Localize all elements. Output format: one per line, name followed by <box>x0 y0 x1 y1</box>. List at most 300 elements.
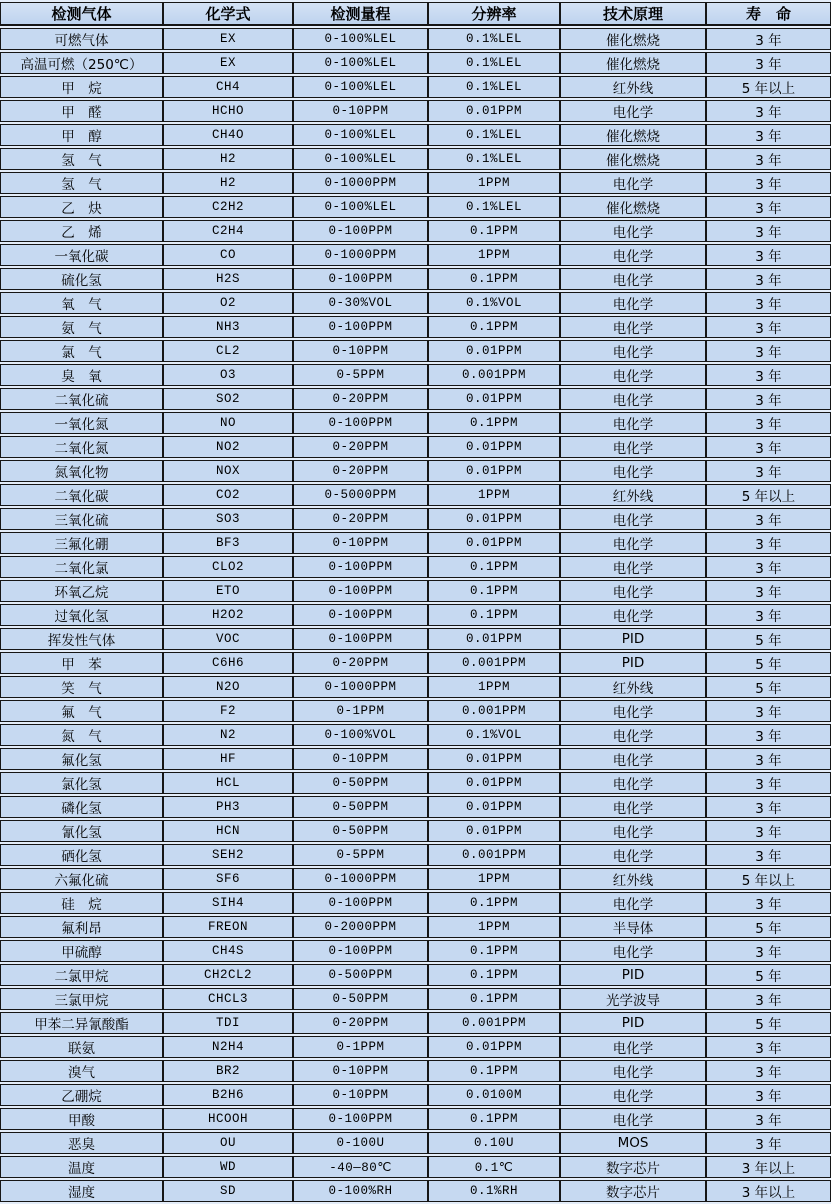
cell-resolution: 0.1%LEL <box>428 28 560 50</box>
cell-detection-range: 0-100%LEL <box>293 52 428 74</box>
cell-gas-name: 二氧化硫 <box>0 388 163 410</box>
cell-resolution: 0.1%LEL <box>428 148 560 170</box>
cell-technology-principle: 电化学 <box>560 940 706 962</box>
cell-technology-principle: 电化学 <box>560 700 706 722</box>
cell-lifespan: 3 年 <box>706 148 831 170</box>
cell-chemical-formula: CH4 <box>163 76 293 98</box>
cell-resolution: 0.001PPM <box>428 844 560 866</box>
cell-lifespan: 3 年 <box>706 1108 831 1130</box>
cell-technology-principle: 电化学 <box>560 796 706 818</box>
cell-chemical-formula: H2O2 <box>163 604 293 626</box>
cell-chemical-formula: SO3 <box>163 508 293 530</box>
cell-chemical-formula: CO <box>163 244 293 266</box>
table-row <box>0 1156 831 1178</box>
cell-gas-name: 三氧化硫 <box>0 508 163 530</box>
cell-chemical-formula: HCL <box>163 772 293 794</box>
cell-resolution: 0.1PPM <box>428 220 560 242</box>
cell-lifespan: 5 年以上 <box>706 868 831 890</box>
cell-chemical-formula: CO2 <box>163 484 293 506</box>
table-row <box>0 700 831 722</box>
cell-technology-principle: PID <box>560 652 706 674</box>
table-row <box>0 436 831 458</box>
cell-detection-range: 0-100PPM <box>293 556 428 578</box>
cell-lifespan: 3 年 <box>706 52 831 74</box>
cell-detection-range: 0-50PPM <box>293 796 428 818</box>
cell-detection-range: 0-50PPM <box>293 772 428 794</box>
table-row <box>0 340 831 362</box>
cell-technology-principle: 电化学 <box>560 364 706 386</box>
cell-lifespan: 3 年 <box>706 124 831 146</box>
cell-technology-principle: 红外线 <box>560 868 706 890</box>
cell-detection-range: 0-1000PPM <box>293 172 428 194</box>
cell-lifespan: 3 年 <box>706 748 831 770</box>
cell-chemical-formula: HCOOH <box>163 1108 293 1130</box>
cell-gas-name: 硅 烷 <box>0 892 163 914</box>
cell-detection-range: 0-20PPM <box>293 652 428 674</box>
cell-detection-range: 0-1PPM <box>293 1036 428 1058</box>
cell-chemical-formula: NO <box>163 412 293 434</box>
cell-lifespan: 3 年 <box>706 292 831 314</box>
cell-resolution: 0.1PPM <box>428 1108 560 1130</box>
cell-detection-range: 0-100PPM <box>293 316 428 338</box>
cell-lifespan: 5 年以上 <box>706 484 831 506</box>
cell-lifespan: 3 年 <box>706 436 831 458</box>
cell-detection-range: 0-5000PPM <box>293 484 428 506</box>
cell-resolution: 0.1PPM <box>428 556 560 578</box>
cell-detection-range: 0-100%LEL <box>293 148 428 170</box>
table-row <box>0 916 831 938</box>
table-row <box>0 460 831 482</box>
table-row <box>0 532 831 554</box>
cell-chemical-formula: PH3 <box>163 796 293 818</box>
cell-technology-principle: 电化学 <box>560 532 706 554</box>
cell-lifespan: 3 年 <box>706 316 831 338</box>
cell-lifespan: 5 年 <box>706 1012 831 1034</box>
cell-gas-name: 联氨 <box>0 1036 163 1058</box>
cell-resolution: 0.1PPM <box>428 964 560 986</box>
cell-technology-principle: 电化学 <box>560 412 706 434</box>
cell-detection-range: 0-10PPM <box>293 100 428 122</box>
cell-detection-range: 0-100PPM <box>293 1108 428 1130</box>
cell-resolution: 0.1PPM <box>428 988 560 1010</box>
cell-lifespan: 3 年 <box>706 1132 831 1154</box>
cell-chemical-formula: NH3 <box>163 316 293 338</box>
cell-chemical-formula: C6H6 <box>163 652 293 674</box>
cell-lifespan: 3 年 <box>706 700 831 722</box>
cell-gas-name: 二氯甲烷 <box>0 964 163 986</box>
cell-lifespan: 5 年 <box>706 964 831 986</box>
cell-gas-name: 三氯甲烷 <box>0 988 163 1010</box>
cell-gas-name: 乙硼烷 <box>0 1084 163 1106</box>
table-row <box>0 892 831 914</box>
cell-technology-principle: 电化学 <box>560 844 706 866</box>
cell-technology-principle: 电化学 <box>560 172 706 194</box>
cell-gas-name: 氧 气 <box>0 292 163 314</box>
cell-detection-range: 0-100U <box>293 1132 428 1154</box>
cell-lifespan: 3 年 <box>706 796 831 818</box>
table-row <box>0 628 831 650</box>
cell-technology-principle: 电化学 <box>560 388 706 410</box>
cell-gas-name: 六氟化硫 <box>0 868 163 890</box>
table-row <box>0 652 831 674</box>
cell-chemical-formula: N2 <box>163 724 293 746</box>
cell-detection-range: 0-100PPM <box>293 220 428 242</box>
cell-gas-name: 可燃气体 <box>0 28 163 50</box>
cell-technology-principle: 电化学 <box>560 436 706 458</box>
cell-gas-name: 氟 气 <box>0 700 163 722</box>
cell-technology-principle: PID <box>560 1012 706 1034</box>
cell-technology-principle: 光学波导 <box>560 988 706 1010</box>
cell-lifespan: 5 年 <box>706 652 831 674</box>
cell-gas-name: 湿度 <box>0 1180 163 1202</box>
cell-resolution: 0.1%VOL <box>428 724 560 746</box>
cell-chemical-formula: EX <box>163 52 293 74</box>
table-row <box>0 76 831 98</box>
column-header-resolution: 分辨率 <box>428 2 560 26</box>
cell-gas-name: 一氧化氮 <box>0 412 163 434</box>
cell-technology-principle: 电化学 <box>560 1036 706 1058</box>
cell-lifespan: 3 年 <box>706 268 831 290</box>
cell-technology-principle: 电化学 <box>560 748 706 770</box>
cell-gas-name: 氮 气 <box>0 724 163 746</box>
cell-detection-range: 0-1000PPM <box>293 676 428 698</box>
cell-technology-principle: 电化学 <box>560 820 706 842</box>
cell-resolution: 0.1PPM <box>428 1060 560 1082</box>
table-row <box>0 580 831 602</box>
cell-detection-range: 0-30%VOL <box>293 292 428 314</box>
cell-gas-name: 硒化氢 <box>0 844 163 866</box>
cell-resolution: 1PPM <box>428 244 560 266</box>
cell-resolution: 0.01PPM <box>428 340 560 362</box>
cell-chemical-formula: F2 <box>163 700 293 722</box>
table-row <box>0 268 831 290</box>
cell-gas-name: 硫化氢 <box>0 268 163 290</box>
cell-resolution: 0.01PPM <box>428 796 560 818</box>
cell-gas-name: 甲酸 <box>0 1108 163 1130</box>
cell-gas-name: 笑 气 <box>0 676 163 698</box>
cell-gas-name: 二氧化氯 <box>0 556 163 578</box>
cell-resolution: 1PPM <box>428 916 560 938</box>
cell-detection-range: 0-5PPM <box>293 364 428 386</box>
cell-lifespan: 3 年 <box>706 580 831 602</box>
cell-gas-name: 二氧化碳 <box>0 484 163 506</box>
cell-gas-name: 温度 <box>0 1156 163 1178</box>
cell-gas-name: 氟利昂 <box>0 916 163 938</box>
cell-resolution: 1PPM <box>428 676 560 698</box>
cell-gas-name: 环氧乙烷 <box>0 580 163 602</box>
cell-technology-principle: 电化学 <box>560 892 706 914</box>
cell-resolution: 0.1PPM <box>428 940 560 962</box>
cell-technology-principle: 电化学 <box>560 580 706 602</box>
table-row <box>0 724 831 746</box>
cell-detection-range: 0-100PPM <box>293 604 428 626</box>
cell-technology-principle: 电化学 <box>560 316 706 338</box>
cell-gas-name: 氢 气 <box>0 148 163 170</box>
cell-detection-range: -40—80℃ <box>293 1156 428 1178</box>
cell-detection-range: 0-100%RH <box>293 1180 428 1202</box>
cell-lifespan: 3 年 <box>706 1060 831 1082</box>
cell-chemical-formula: N2O <box>163 676 293 698</box>
cell-lifespan: 5 年以上 <box>706 76 831 98</box>
table-row <box>0 1132 831 1154</box>
cell-gas-name: 乙 烯 <box>0 220 163 242</box>
cell-chemical-formula: TDI <box>163 1012 293 1034</box>
table-row <box>0 1036 831 1058</box>
cell-lifespan: 5 年 <box>706 676 831 698</box>
cell-gas-name: 高温可燃（250℃） <box>0 52 163 74</box>
table-row <box>0 124 831 146</box>
column-header-chemical-formula: 化学式 <box>163 2 293 26</box>
cell-lifespan: 3 年 <box>706 1036 831 1058</box>
cell-technology-principle: 红外线 <box>560 76 706 98</box>
cell-resolution: 1PPM <box>428 172 560 194</box>
cell-resolution: 0.01PPM <box>428 100 560 122</box>
cell-technology-principle: 电化学 <box>560 340 706 362</box>
cell-detection-range: 0-2000PPM <box>293 916 428 938</box>
table-row <box>0 844 831 866</box>
cell-chemical-formula: HCN <box>163 820 293 842</box>
cell-chemical-formula: O2 <box>163 292 293 314</box>
column-header-lifespan: 寿 命 <box>706 2 831 26</box>
cell-chemical-formula: H2S <box>163 268 293 290</box>
cell-resolution: 0.10U <box>428 1132 560 1154</box>
cell-resolution: 0.1PPM <box>428 892 560 914</box>
cell-detection-range: 0-5PPM <box>293 844 428 866</box>
cell-technology-principle: 红外线 <box>560 484 706 506</box>
cell-resolution: 1PPM <box>428 868 560 890</box>
cell-detection-range: 0-100PPM <box>293 892 428 914</box>
table-row <box>0 772 831 794</box>
cell-lifespan: 3 年 <box>706 340 831 362</box>
cell-chemical-formula: FREON <box>163 916 293 938</box>
table-row <box>0 484 831 506</box>
table-row <box>0 1084 831 1106</box>
cell-technology-principle: 电化学 <box>560 292 706 314</box>
cell-gas-name: 一氧化碳 <box>0 244 163 266</box>
cell-technology-principle: MOS <box>560 1132 706 1154</box>
cell-resolution: 0.01PPM <box>428 772 560 794</box>
table-row <box>0 748 831 770</box>
cell-resolution: 0.1%RH <box>428 1180 560 1202</box>
cell-lifespan: 3 年 <box>706 1084 831 1106</box>
cell-detection-range: 0-100%LEL <box>293 124 428 146</box>
cell-chemical-formula: BF3 <box>163 532 293 554</box>
cell-detection-range: 0-100%LEL <box>293 196 428 218</box>
table-row <box>0 148 831 170</box>
cell-detection-range: 0-10PPM <box>293 532 428 554</box>
table-row <box>0 364 831 386</box>
cell-lifespan: 3 年 <box>706 772 831 794</box>
cell-gas-name: 甲 烷 <box>0 76 163 98</box>
column-header-detection-range: 检测量程 <box>293 2 428 26</box>
cell-lifespan: 3 年 <box>706 28 831 50</box>
cell-chemical-formula: O3 <box>163 364 293 386</box>
cell-chemical-formula: SEH2 <box>163 844 293 866</box>
table-row <box>0 196 831 218</box>
cell-chemical-formula: SO2 <box>163 388 293 410</box>
cell-lifespan: 3 年 <box>706 412 831 434</box>
cell-gas-name: 氮氧化物 <box>0 460 163 482</box>
cell-gas-name: 甲苯二异氰酸酯 <box>0 1012 163 1034</box>
cell-resolution: 0.01PPM <box>428 748 560 770</box>
cell-technology-principle: 电化学 <box>560 1060 706 1082</box>
cell-chemical-formula: HCHO <box>163 100 293 122</box>
cell-resolution: 1PPM <box>428 484 560 506</box>
cell-detection-range: 0-10PPM <box>293 340 428 362</box>
cell-chemical-formula: CL2 <box>163 340 293 362</box>
cell-detection-range: 0-20PPM <box>293 388 428 410</box>
cell-lifespan: 3 年 <box>706 460 831 482</box>
cell-technology-principle: 电化学 <box>560 604 706 626</box>
cell-lifespan: 3 年 <box>706 508 831 530</box>
cell-detection-range: 0-20PPM <box>293 436 428 458</box>
cell-technology-principle: 催化燃烧 <box>560 52 706 74</box>
cell-resolution: 0.01PPM <box>428 820 560 842</box>
cell-gas-name: 氢 气 <box>0 172 163 194</box>
table-row <box>0 868 831 890</box>
cell-lifespan: 3 年 <box>706 988 831 1010</box>
table-row <box>0 820 831 842</box>
cell-detection-range: 0-1PPM <box>293 700 428 722</box>
cell-gas-name: 二氧化氮 <box>0 436 163 458</box>
cell-detection-range: 0-20PPM <box>293 1012 428 1034</box>
table-row <box>0 1180 831 1202</box>
cell-chemical-formula: ETO <box>163 580 293 602</box>
cell-gas-name: 氰化氢 <box>0 820 163 842</box>
cell-resolution: 0.1PPM <box>428 316 560 338</box>
cell-gas-name: 挥发性气体 <box>0 628 163 650</box>
cell-chemical-formula: OU <box>163 1132 293 1154</box>
cell-detection-range: 0-100%LEL <box>293 28 428 50</box>
cell-detection-range: 0-100%VOL <box>293 724 428 746</box>
table-row <box>0 28 831 50</box>
cell-resolution: 0.1%VOL <box>428 292 560 314</box>
table-row <box>0 1108 831 1130</box>
cell-detection-range: 0-10PPM <box>293 1060 428 1082</box>
cell-detection-range: 0-10PPM <box>293 1084 428 1106</box>
cell-detection-range: 0-100PPM <box>293 628 428 650</box>
cell-lifespan: 3 年 <box>706 196 831 218</box>
column-header-technology-principle: 技术原理 <box>560 2 706 26</box>
cell-lifespan: 3 年 <box>706 388 831 410</box>
cell-detection-range: 0-1000PPM <box>293 244 428 266</box>
cell-chemical-formula: N2H4 <box>163 1036 293 1058</box>
cell-technology-principle: 电化学 <box>560 460 706 482</box>
cell-lifespan: 3 年 <box>706 100 831 122</box>
table-row <box>0 988 831 1010</box>
cell-lifespan: 3 年 <box>706 532 831 554</box>
cell-technology-principle: 电化学 <box>560 724 706 746</box>
cell-gas-name: 氯化氢 <box>0 772 163 794</box>
cell-technology-principle: 催化燃烧 <box>560 124 706 146</box>
cell-resolution: 0.01PPM <box>428 388 560 410</box>
cell-lifespan: 5 年 <box>706 628 831 650</box>
cell-lifespan: 3 年以上 <box>706 1156 831 1178</box>
cell-resolution: 0.001PPM <box>428 652 560 674</box>
cell-detection-range: 0-20PPM <box>293 460 428 482</box>
cell-chemical-formula: H2 <box>163 172 293 194</box>
cell-chemical-formula: SF6 <box>163 868 293 890</box>
cell-technology-principle: 电化学 <box>560 556 706 578</box>
cell-resolution: 0.01PPM <box>428 532 560 554</box>
cell-gas-name: 甲 苯 <box>0 652 163 674</box>
column-header-gas-name: 检测气体 <box>0 2 163 26</box>
cell-resolution: 0.001PPM <box>428 700 560 722</box>
cell-technology-principle: 电化学 <box>560 772 706 794</box>
cell-resolution: 0.1%LEL <box>428 124 560 146</box>
table-row <box>0 508 831 530</box>
table-row <box>0 796 831 818</box>
cell-lifespan: 3 年 <box>706 844 831 866</box>
table-row <box>0 172 831 194</box>
cell-detection-range: 0-50PPM <box>293 988 428 1010</box>
cell-chemical-formula: NOX <box>163 460 293 482</box>
cell-gas-name: 乙 炔 <box>0 196 163 218</box>
cell-detection-range: 0-100PPM <box>293 268 428 290</box>
table-row <box>0 52 831 74</box>
cell-chemical-formula: SD <box>163 1180 293 1202</box>
cell-lifespan: 3 年 <box>706 556 831 578</box>
cell-resolution: 0.1%LEL <box>428 52 560 74</box>
table-body <box>0 28 831 1202</box>
cell-technology-principle: 数字芯片 <box>560 1156 706 1178</box>
cell-lifespan: 5 年 <box>706 916 831 938</box>
cell-detection-range: 0-100%LEL <box>293 76 428 98</box>
cell-lifespan: 3 年以上 <box>706 1180 831 1202</box>
table-row <box>0 412 831 434</box>
cell-resolution: 0.01PPM <box>428 508 560 530</box>
cell-detection-range: 0-100PPM <box>293 580 428 602</box>
table-row <box>0 316 831 338</box>
table-row <box>0 604 831 626</box>
cell-chemical-formula: C2H2 <box>163 196 293 218</box>
cell-gas-name: 氯 气 <box>0 340 163 362</box>
cell-lifespan: 3 年 <box>706 604 831 626</box>
header-row <box>0 2 831 26</box>
cell-technology-principle: 数字芯片 <box>560 1180 706 1202</box>
cell-technology-principle: 电化学 <box>560 1108 706 1130</box>
cell-resolution: 0.1PPM <box>428 580 560 602</box>
cell-resolution: 0.1PPM <box>428 268 560 290</box>
cell-chemical-formula: WD <box>163 1156 293 1178</box>
cell-chemical-formula: CH2CL2 <box>163 964 293 986</box>
cell-resolution: 0.01PPM <box>428 1036 560 1058</box>
cell-chemical-formula: B2H6 <box>163 1084 293 1106</box>
cell-gas-name: 过氧化氢 <box>0 604 163 626</box>
cell-technology-principle: PID <box>560 964 706 986</box>
cell-resolution: 0.0100M <box>428 1084 560 1106</box>
cell-technology-principle: PID <box>560 628 706 650</box>
cell-lifespan: 3 年 <box>706 172 831 194</box>
cell-chemical-formula: CH4O <box>163 124 293 146</box>
cell-gas-name: 甲 醇 <box>0 124 163 146</box>
cell-chemical-formula: BR2 <box>163 1060 293 1082</box>
cell-technology-principle: 催化燃烧 <box>560 28 706 50</box>
cell-technology-principle: 电化学 <box>560 100 706 122</box>
cell-chemical-formula: HF <box>163 748 293 770</box>
table-row <box>0 388 831 410</box>
table-row <box>0 292 831 314</box>
cell-technology-principle: 电化学 <box>560 508 706 530</box>
table-row <box>0 100 831 122</box>
cell-technology-principle: 电化学 <box>560 1084 706 1106</box>
cell-resolution: 0.01PPM <box>428 436 560 458</box>
table-row <box>0 940 831 962</box>
cell-gas-name: 磷化氢 <box>0 796 163 818</box>
table-row <box>0 220 831 242</box>
cell-chemical-formula: CHCL3 <box>163 988 293 1010</box>
table-row <box>0 676 831 698</box>
